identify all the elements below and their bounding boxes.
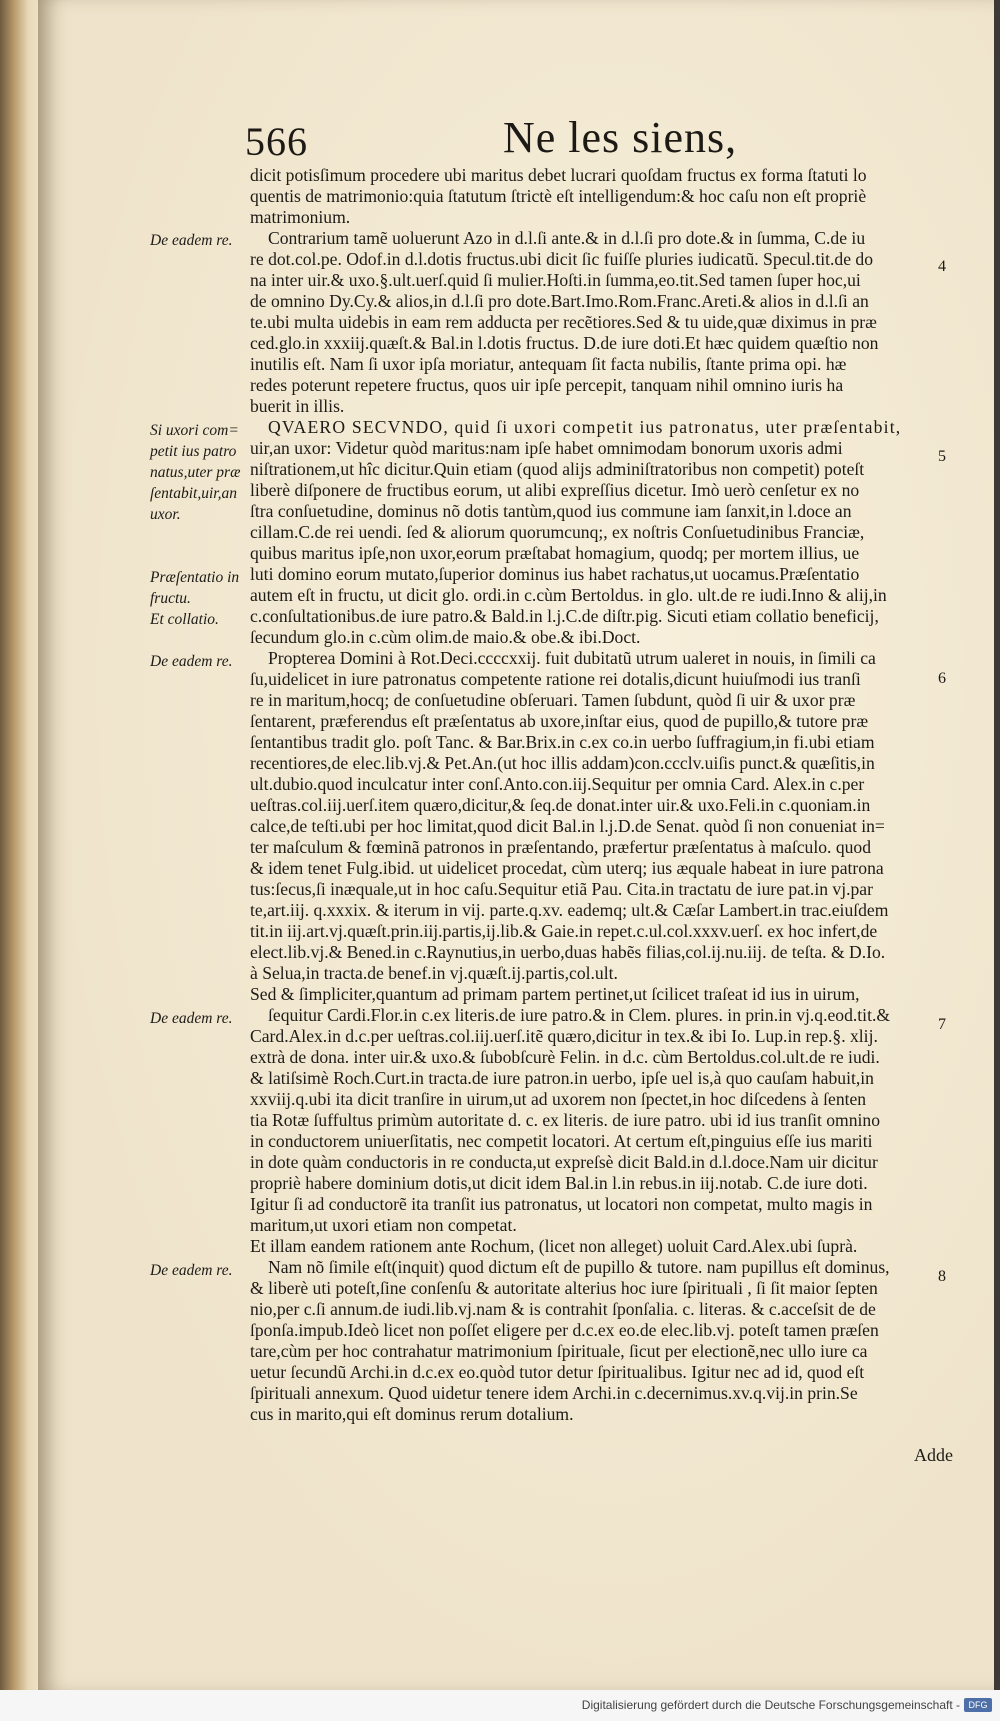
text-line: ſentantibus tradit glo. poſt Tanc. & Bar.Brix.in c.ex co.in uerbo ſuffragium,in fi.ubi etiam: [250, 732, 875, 752]
running-head: Ne les siens,: [503, 113, 738, 162]
margin-note: uxor.: [150, 506, 181, 523]
footer-credit: Digitalisierung gefördert durch die Deutsche Forschungsgemeinschaft -: [581, 1698, 960, 1712]
text-line: ſtra conſuetudine, dominus nõ dotis tantùm,quod ius commune iam ſanxit,in l.doce an: [250, 501, 852, 521]
section-number: 7: [938, 1016, 946, 1033]
section-number: 8: [938, 1268, 946, 1285]
text-line: Contrarium tamẽ uoluerunt Azo in d.l.ſi ante.& in d.l.ſi pro dote.& in ſumma, C.de iu: [268, 228, 866, 248]
text-line: quentis de matrimonio:quia ſtatutum ſtrictè eſt intelligendum:& hoc caſu non eſt propriè: [250, 186, 867, 206]
text-line: Sed & ſimpliciter,quantum ad primam partem pertinet,ut ſcilicet traſeat id ius in uirum,: [250, 984, 860, 1004]
page-edge: [994, 0, 1000, 1721]
section-number: 5: [938, 448, 946, 465]
text-line: de omnino Dy.Cy.& alios,in d.l.ſi pro dote.Bart.Imo.Rom.Franc.Areti.& alios in d.l.ſi an: [250, 291, 869, 311]
text-line: cillam.C.de rei uendi. ſed & aliorum quorumcunq;, ex noſtris Conſuetudinibus Franciæ,: [250, 522, 865, 542]
text-line: cus in marito,qui eſt dominus rerum dotalium.: [250, 1404, 574, 1424]
text-line: uir,an uxor: Videtur quòd maritus:nam ipſe habet omnimodam bonorum uxoris admi: [250, 438, 843, 458]
text-line: Card.Alex.in d.c.per ueſtras.col.iij.uerſ.itẽ quæro,dicitur in tex.& ibi Io. Lup.in rep.§. xlij.: [250, 1026, 878, 1046]
margin-note: De eadem re.: [150, 1262, 233, 1279]
text-line: re dot.col.pe. Odof.in d.l.dotis fructus.ubi dicit ſic fuiſſe pluries iudicatũ. Specul.tit.de do: [250, 249, 873, 269]
text-line: niſtrationem,ut hîc dicitur.Quin etiam (quod alijs adminiſtratoribus non competit) poteſt: [250, 459, 865, 479]
text-line: ueſtras.col.iij.uerſ.item quæro,dicitur,& ſeq.de donat.inter uir.& uxo.Feli.in c.quoniam.in: [250, 795, 871, 815]
text-line: elect.lib.vj.& Bened.in c.Raynutius,in uerbo,duas habẽs filias,col.ij.nu.iij. de teſta. & D.Io.: [250, 942, 886, 962]
text-line: & liberè uti poteſt,ſine conſenſu & autoritate alterius hoc iure ſpirituali , ſi ſit maior ſepten: [250, 1278, 878, 1298]
text-line: autem eſt in fructu, ut dicit glo. ordi.in c.cùm Bertoldus. in glo. ult.de re iudi.Inno & alij,in: [250, 585, 887, 605]
catchword: Adde: [914, 1445, 953, 1465]
margin-note: De eadem re.: [150, 653, 233, 670]
text-line: ſu,uidelicet in iure patronatus competente ratione rei dotalis,dicunt huiuſmodi ius tranſi: [250, 669, 861, 689]
margin-note: Si uxori com=: [150, 422, 239, 439]
text-line: ſponſa.impub.Ideò licet non poſſet eligere per d.c.ex eo.de elec.lib.vj. poteſt tamen præſen: [250, 1320, 879, 1340]
text-line: calce,de teſti.ubi per hoc limitat,quod dicit Bal.in l.j.D.de Senat. quòd ſi non conueniat in=: [250, 816, 885, 836]
text-line: ſentarent, præferendus eſt præſentatus ab uxore,inſtar eius, quod de pupillo,& tutore præ: [250, 711, 869, 731]
section-number: 6: [938, 670, 946, 687]
text-line: QVAERO SECVNDO, quid ſi uxori competit ius patronatus, uter præſentabit,: [268, 417, 902, 437]
text-line: te.ubi multa uidebis in eam rem adducta per recẽtiores.Sed & tu uide,quæ diximus in præ: [250, 312, 877, 332]
text-line: extrà de dona. inter uir.& uxo.& ſubobſcurè Felin. in d.c. cùm Bertoldus.col.ult.de re iudi.: [250, 1047, 880, 1067]
margin-note: natus,uter præ: [150, 464, 241, 481]
margin-note: De eadem re.: [150, 1010, 233, 1027]
text-line: recentiores,de elec.lib.vj.& Pet.An.(ut hoc illis addam)con.ccclv.uiſis punct.& quæſitis,in: [250, 753, 875, 773]
text-line: xxviij.q.ubi ita dicit tranſire in uirum,ut ad uxorem non ſpectet,in hoc diſcedens à ſenten: [250, 1089, 867, 1109]
page-number: 566: [245, 119, 308, 164]
text-line: in conductorem uniuerſitatis, nec competit locatori. At certum eſt,pinguius eſſe ius mariti: [250, 1131, 873, 1151]
text-line: in dote quàm conductoris in re conducta,ut expreſsè dicit Bald.in d.l.doce.Nam uir dicitur: [250, 1152, 878, 1172]
text-line: Propterea Domini à Rot.Deci.ccccxxij. fuit dubitatũ utrum ualeret in nouis, in ſimili ca: [268, 648, 876, 668]
text-line: ſecundum glo.in c.cùm olim.de maio.& obe.& ibi.Doct.: [250, 627, 641, 647]
text-line: dicit potisſimum procedere ubi maritus debet lucrari quoſdam fructus ex forma ſtatuti lo: [250, 165, 867, 185]
text-line: re in maritum,hocq; de conſuetudine obſeruari. Tamen ſubdunt, quòd ſi uir & uxor præ: [250, 690, 856, 710]
section-number: 4: [938, 258, 946, 275]
text-line: tia Rotæ ſuffultus primùm autoritate d. c. ex literis. de iure patro. ubi id ius tranſit omnino: [250, 1110, 881, 1130]
text-line: & idem tenet Fulg.ibid. ut uidelicet procedat, cùm uterq; ius æquale habeat in iure patrona: [250, 858, 884, 878]
text-line: ſequitur Cardi.Flor.in c.ex literis.de iure patro.& in Clem. plures. in prin.in vj.q.eod.tit.&: [268, 1005, 891, 1025]
margin-note: petit ius patro: [150, 443, 237, 460]
text-line: na inter uir.& uxo.§.ult.uerſ.quid ſi mulier.Hoſti.in ſumma,eo.tit.Sed tamen ſuper hoc,ui: [250, 270, 861, 290]
text-line: uetur ſecundũ Archi.in d.c.ex eo.quòd tutor detur ſpiritualibus. Igitur nec ad id, quod eſt: [250, 1362, 865, 1382]
text-line: ult.dubio.quod inculcatur inter conſ.Anto.con.iij.Sequitur per omnia Card. Alex.in c.per: [250, 774, 865, 794]
book-spine: [0, 0, 40, 1721]
text-line: Et illam eandem rationem ante Rochum, (licet non alleget) uoluit Card.Alex.ubi ſuprà.: [250, 1236, 858, 1256]
dfg-logo-icon: DFG: [964, 1698, 992, 1712]
margin-note: fructu.: [150, 590, 191, 607]
text-line: te,art.iij. q.xxxix. & iterum in vij. parte.q.xv. eademq; ult.& Cæſar Lambert.in trac.eiuſdem: [250, 900, 889, 920]
text-line: quibus maritus ipſe,non uxor,eorum præſtabat homagium, quodq; per mortem illius, ue: [250, 543, 860, 563]
text-line: & latiſsimè Roch.Curt.in tracta.de iure patron.in uerbo, ipſe uel is,à quo cauſam habuit,in: [250, 1068, 874, 1088]
text-line: matrimonium.: [250, 207, 351, 227]
margin-note: De eadem re.: [150, 232, 233, 249]
text-line: c.conſultationibus.de iure patro.& Bald.in l.j.C.de diſtr.pig. Sicuti etiam collatio beneficij,: [250, 606, 879, 626]
text-line: tare,cùm per hoc contrahatur matrimonium ſpirituale, ſicut per electionẽ,nec ullo iure ca: [250, 1341, 868, 1361]
text-line: maritum,ut uxori etiam non competat.: [250, 1215, 517, 1235]
text-line: tus:ſecus,ſi inæquale,ut in hoc caſu.Sequitur etiã Pau. Cita.in tractatu de iure pat.in vj.par: [250, 879, 873, 899]
text-line: buerit in illis.: [250, 396, 345, 416]
text-line: Nam nõ ſimile eſt(inquit) quod dictum eſt de pupillo & tutore. nam pupillus eſt dominus,: [268, 1257, 890, 1277]
margin-note: Et collatio.: [150, 611, 219, 628]
text-line: tit.in iij.art.vj.quæſt.prin.iij.partis,ij.lib.& Gaie.in repet.c.ul.col.xxxv.uerſ. ex hoc infert,de: [250, 921, 878, 941]
text-line: nio,per c.ſi annum.de iudi.lib.vj.nam & is contrahit ſponſalia. c. literas. & c.acceſsit de de: [250, 1299, 876, 1319]
text-line: inutilis eſt. Nam ſi uxor ipſa moriatur, antequam ſit facta nubilis, ſtante prima opi. hæ: [250, 354, 847, 374]
text-line: Igitur ſi ad conductorẽ ita tranſit ius patronatus, ut locatori non competat, multo magis in: [250, 1194, 873, 1214]
text-line: ced.glo.in xxxiij.quæſt.& Bal.in l.dotis fructus. D.de iure doti.Et hæc quidem quæſtio non: [250, 333, 879, 353]
margin-note: ſentabit,uir,an: [150, 485, 237, 502]
margin-note: Præſentatio in: [150, 569, 240, 586]
text-line: redes poterunt repetere fructus, quos uir ipſe percepit, tanquam nihil omnino iuris ha: [250, 375, 844, 395]
text-line: à Selua,in tracta.de benef.in vj.quæſt.ij.partis,col.ult.: [250, 963, 618, 983]
text-line: propriè habere dominium dotis,ut dicit idem Bal.in l.in rebus.in iij.notab. C.de iure doti.: [250, 1173, 868, 1193]
text-line: luti domino eorum mutato,ſuperior dominus ius habet rachatus,ut uocamus.Præſentatio: [250, 564, 860, 584]
text-line: ſpirituali annexum. Quod uidetur tenere idem Archi.in c.decernimus.xv.q.vij.in prin.Se: [250, 1383, 858, 1403]
text-line: liberè diſponere de fructibus eorum, ut alibi expreſſius dicetur. Imò uerò cenſetur ex no: [250, 480, 860, 500]
text-line: ter maſculum & fœminã patronos in præſentando, præfertur præſentatus à maſculo. quod: [250, 837, 872, 857]
